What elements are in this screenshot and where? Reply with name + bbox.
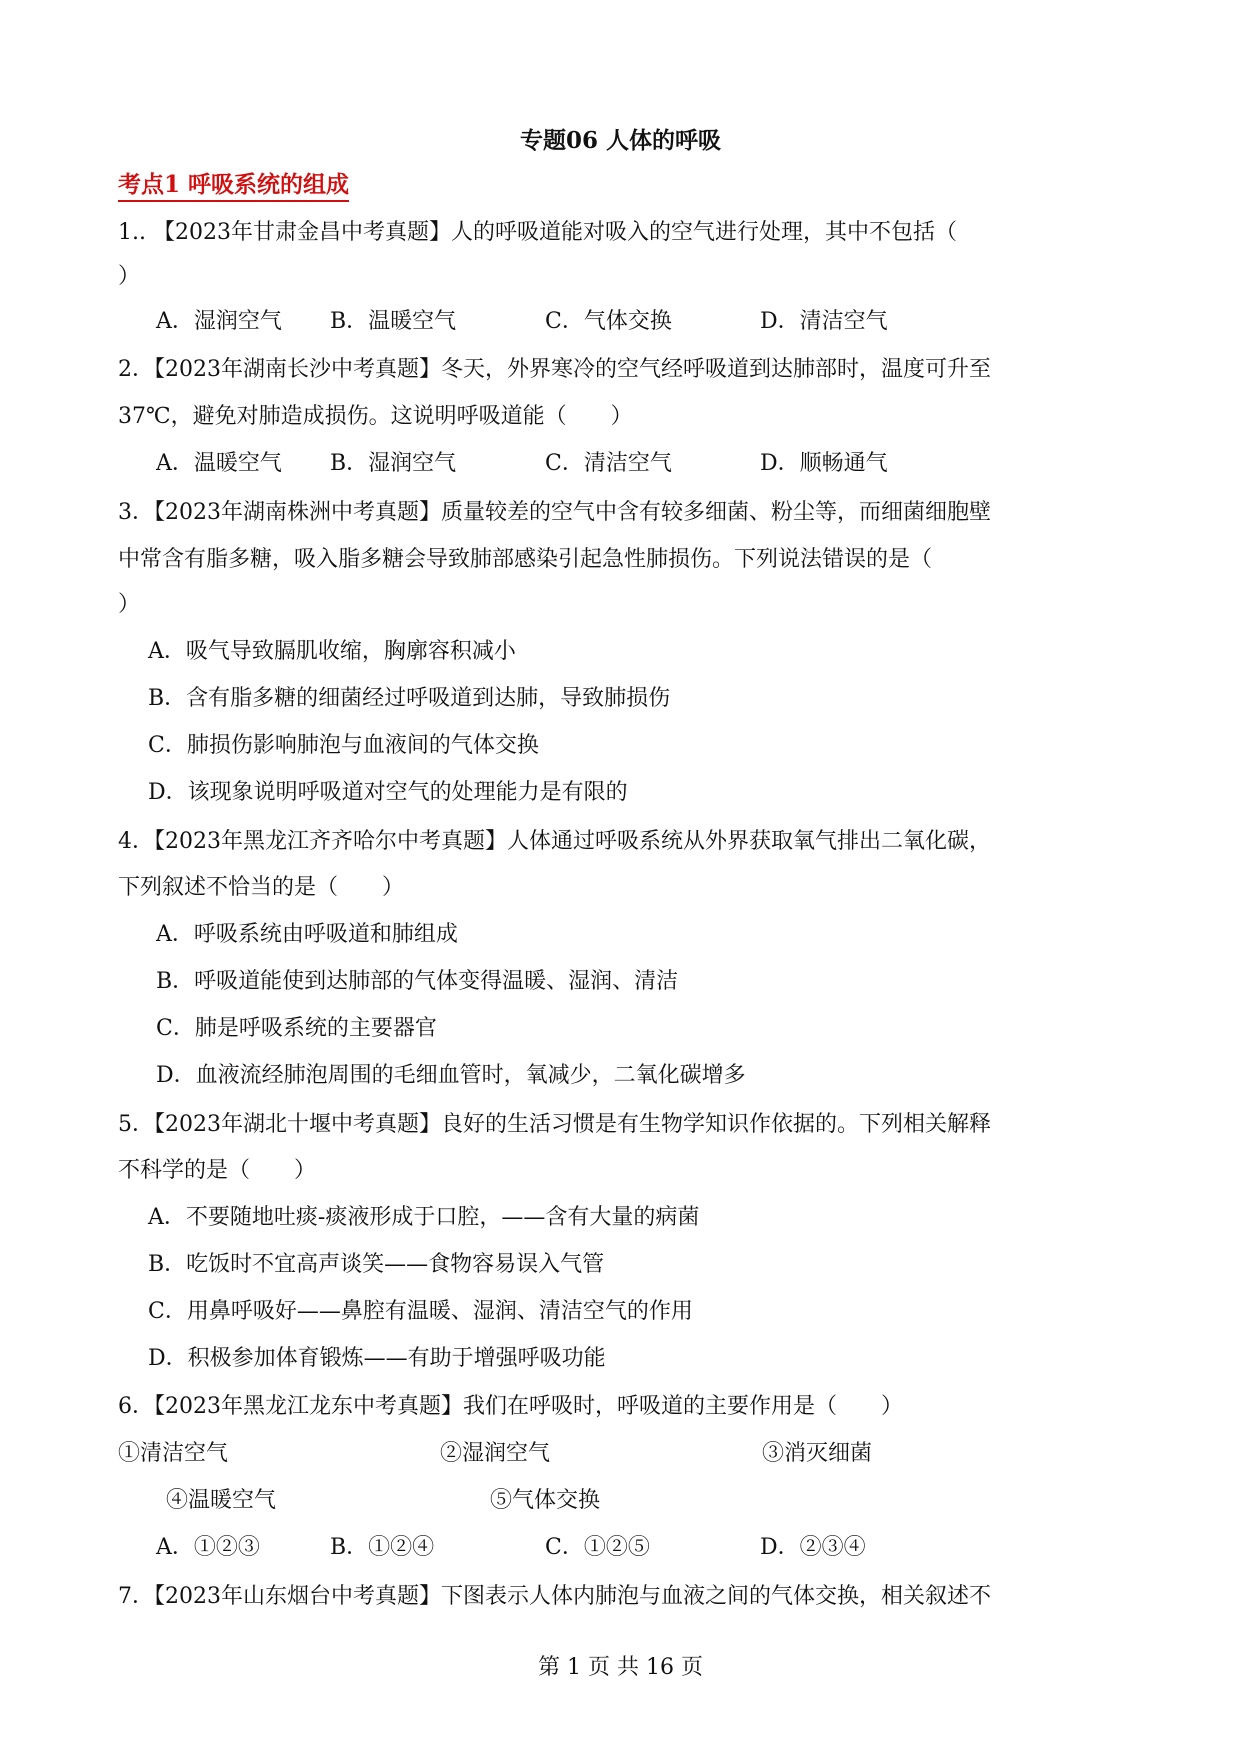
question-6-item-4: ④温暖空气: [166, 1488, 277, 1513]
question-3-option-b: B．含有脂多糖的细菌经过呼吸道到达肺，导致肺损伤: [148, 686, 671, 711]
question-2-option-c: C．清洁空气: [545, 451, 672, 476]
question-5-option-b: B．吃饭时不宜高声谈笑——食物容易误入气管: [148, 1252, 605, 1277]
question-1-line-2: ）: [118, 264, 141, 289]
page-title: 专题06 人体的呼吸: [519, 127, 721, 154]
question-1-option-d: D．清洁空气: [760, 309, 888, 334]
question-6-item-5: ⑤气体交换: [490, 1488, 601, 1513]
question-3-option-d: D．该现象说明呼吸道对空气的处理能力是有限的: [148, 780, 628, 805]
question-1-line-1: 1.. 【2023年甘肃金昌中考真题】人的呼吸道能对吸入的空气进行处理，其中不包括（: [118, 220, 957, 245]
question-4-line-1: 4．【2023年黑龙江齐齐哈尔中考真题】人体通过呼吸系统从外界获取氧气排出二氧化碳，: [118, 829, 991, 854]
question-3-option-a: A．吸气导致膈肌收缩，胸廓容积减小: [148, 639, 516, 664]
question-6-item-1: ①清洁空气: [118, 1441, 229, 1466]
question-3-line-3: ）: [118, 592, 141, 617]
question-2-option-d: D．顺畅通气: [760, 451, 888, 476]
question-5-option-a: A．不要随地吐痰-痰液形成于口腔，——含有大量的病菌: [148, 1205, 700, 1230]
question-5-line-2: 不科学的是（ ）: [118, 1158, 317, 1183]
question-1-option-a: A．湿润空气: [156, 309, 282, 334]
question-5-option-d: D．积极参加体育锻炼——有助于增强呼吸功能: [148, 1346, 606, 1371]
question-3-line-1: 3．【2023年湖南株洲中考真题】质量较差的空气中含有较多细菌、粉尘等，而细菌细胞壁: [118, 500, 991, 525]
question-2-line-2: 37℃，避免对肺造成损伤。这说明呼吸道能（ ）: [118, 404, 633, 429]
question-6-option-b: B．①②④: [330, 1535, 435, 1560]
question-4-option-c: C．肺是呼吸系统的主要器官: [156, 1016, 437, 1041]
question-6-line-1: 6．【2023年黑龙江龙东中考真题】我们在呼吸时，呼吸道的主要作用是（ ）: [118, 1394, 903, 1419]
question-5-line-1: 5．【2023年湖北十堰中考真题】良好的生活习惯是有生物学知识作依据的。下列相关解释: [118, 1112, 991, 1137]
question-4-option-d: D．血液流经肺泡周围的毛细血管时，氧减少，二氧化碳增多: [156, 1063, 746, 1088]
question-1-option-c: C．气体交换: [545, 309, 672, 334]
question-3-line-2: 中常含有脂多糖，吸入脂多糖会导致肺部感染引起急性肺损伤。下列说法错误的是（: [118, 547, 933, 572]
question-6-option-a: A．①②③: [156, 1535, 260, 1560]
question-2-line-1: 2．【2023年湖南长沙中考真题】冬天，外界寒冷的空气经呼吸道到达肺部时，温度可升至: [118, 357, 991, 382]
question-4-option-a: A．呼吸系统由呼吸道和肺组成: [156, 922, 458, 947]
question-2-option-b: B．湿润空气: [330, 451, 457, 476]
question-6-item-2: ②湿润空气: [440, 1441, 551, 1466]
question-6-option-d: D．②③④: [760, 1535, 866, 1560]
section-heading: 考点1 呼吸系统的组成: [118, 170, 349, 202]
question-4-option-b: B．呼吸道能使到达肺部的气体变得温暖、湿润、清洁: [156, 969, 679, 994]
question-5-option-c: C．用鼻呼吸好——鼻腔有温暖、湿润、清洁空气的作用: [148, 1299, 693, 1324]
question-6-item-3: ③消灭细菌: [762, 1441, 873, 1466]
question-4-line-2: 下列叙述不恰当的是（ ）: [118, 875, 405, 900]
question-3-option-c: C．肺损伤影响肺泡与血液间的气体交换: [148, 733, 539, 758]
question-6-option-c: C．①②⑤: [545, 1535, 650, 1560]
question-7-line-1: 7．【2023年山东烟台中考真题】下图表示人体内肺泡与血液之间的气体交换，相关叙述不: [118, 1584, 991, 1609]
question-2-option-a: A．温暖空气: [156, 451, 282, 476]
page-footer: 第 1 页 共 16 页: [538, 1655, 703, 1680]
question-1-option-b: B．温暖空气: [330, 309, 457, 334]
